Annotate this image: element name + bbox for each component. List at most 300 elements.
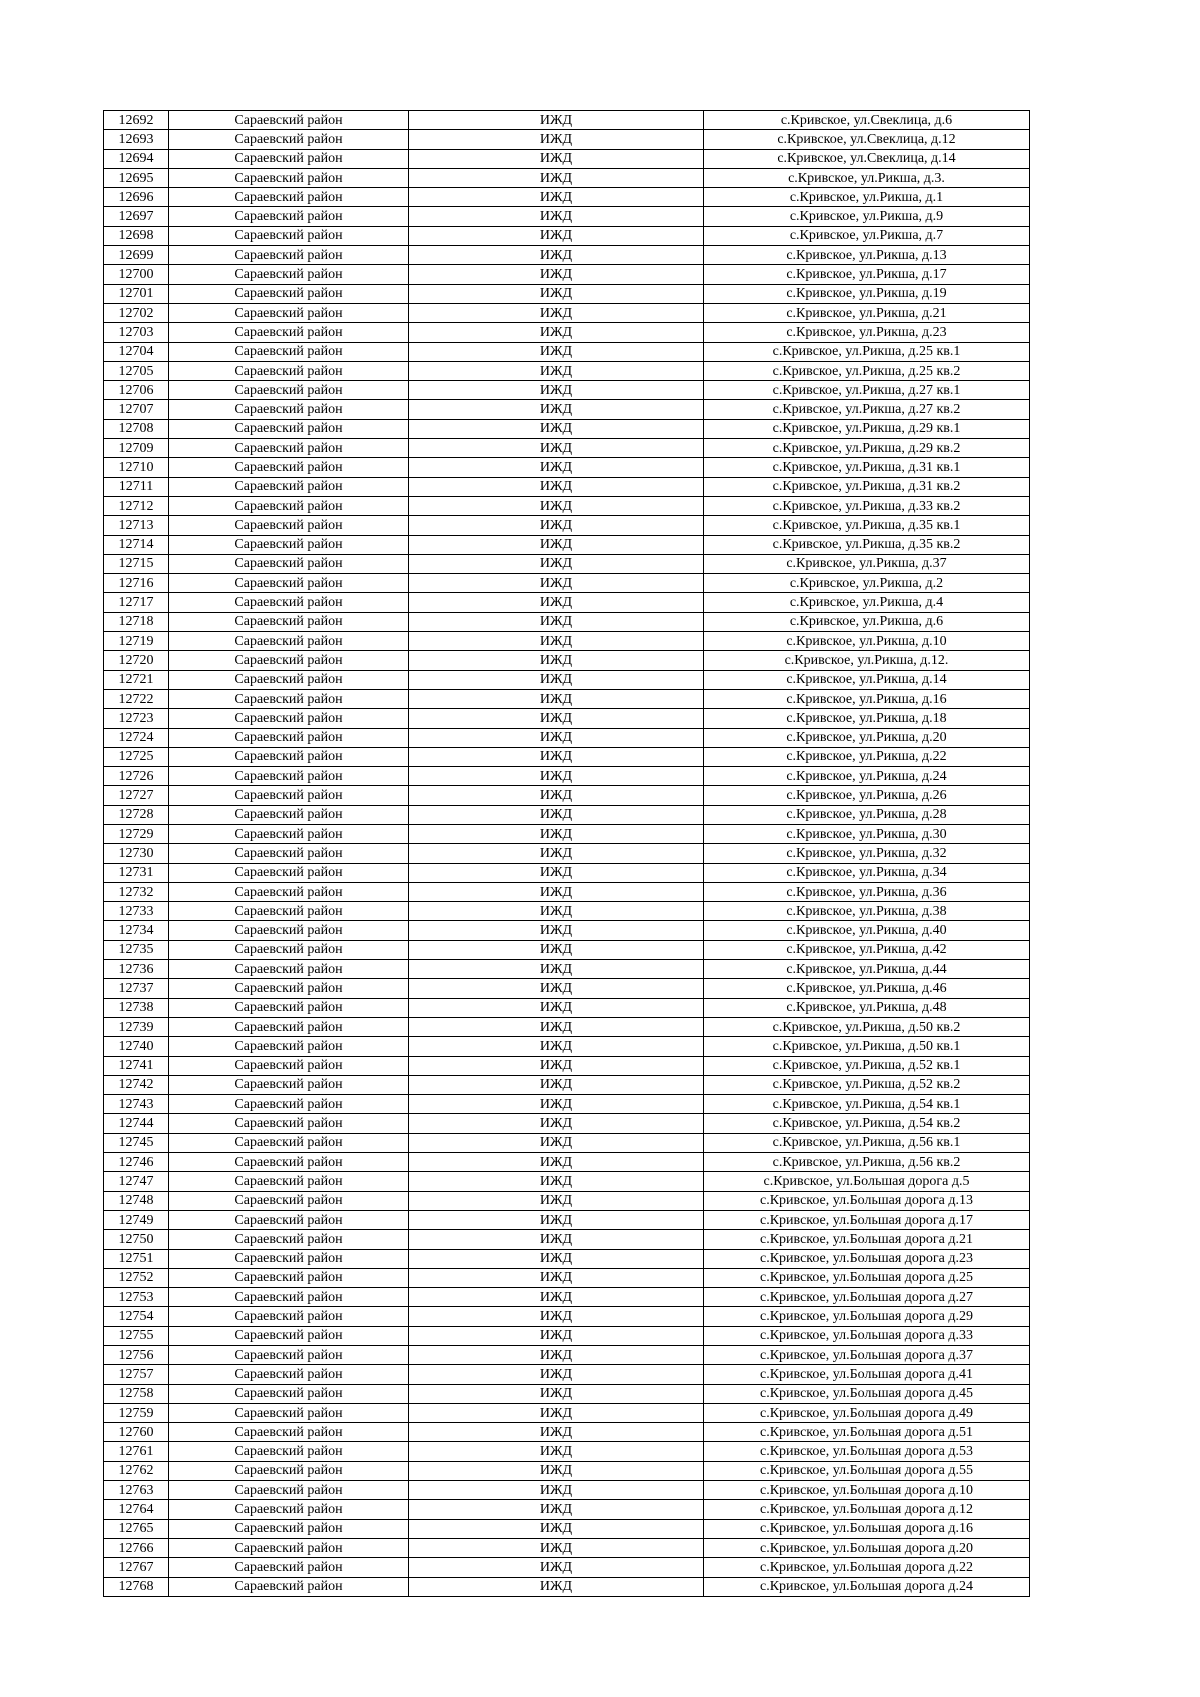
table-row [104, 1577, 1030, 1596]
table-row [104, 188, 1030, 207]
table-row [104, 1461, 1030, 1480]
district-cell: Сараевский район [169, 574, 409, 593]
building-type-cell: ИЖД [409, 1288, 704, 1307]
record-number-cell: 12709 [104, 439, 169, 458]
building-type-cell: ИЖД [409, 863, 704, 882]
table-row [104, 1326, 1030, 1345]
building-type-cell: ИЖД [409, 1210, 704, 1229]
address-cell: с.Кривское, ул.Большая дорога д.5 [704, 1172, 1030, 1191]
address-cell: с.Кривское, ул.Большая дорога д.17 [704, 1210, 1030, 1229]
record-number-cell: 12737 [104, 979, 169, 998]
table-row [104, 149, 1030, 168]
address-cell: с.Кривское, ул.Рикша, д.37 [704, 554, 1030, 573]
district-cell: Сараевский район [169, 1056, 409, 1075]
record-number-cell: 12698 [104, 226, 169, 245]
table-row [104, 207, 1030, 226]
address-cell: с.Кривское, ул.Рикша, д.9 [704, 207, 1030, 226]
district-cell: Сараевский район [169, 207, 409, 226]
district-cell: Сараевский район [169, 1577, 409, 1596]
building-type-cell: ИЖД [409, 882, 704, 901]
address-cell: с.Кривское, ул.Рикша, д.20 [704, 728, 1030, 747]
address-cell: с.Кривское, ул.Рикша, д.14 [704, 670, 1030, 689]
table-row [104, 1153, 1030, 1172]
address-cell: с.Кривское, ул.Большая дорога д.21 [704, 1230, 1030, 1249]
table-row [104, 767, 1030, 786]
district-cell: Сараевский район [169, 709, 409, 728]
record-number-cell: 12726 [104, 767, 169, 786]
table-row [104, 246, 1030, 265]
record-number-cell: 12697 [104, 207, 169, 226]
table-row [104, 1481, 1030, 1500]
table-row [104, 1172, 1030, 1191]
record-number-cell: 12745 [104, 1133, 169, 1152]
district-cell: Сараевский район [169, 342, 409, 361]
address-cell: с.Кривское, ул.Рикша, д.7 [704, 226, 1030, 245]
address-cell: с.Кривское, ул.Рикша, д.29 кв.2 [704, 439, 1030, 458]
district-cell: Сараевский район [169, 902, 409, 921]
address-cell: с.Кривское, ул.Большая дорога д.27 [704, 1288, 1030, 1307]
building-type-cell: ИЖД [409, 689, 704, 708]
district-cell: Сараевский район [169, 496, 409, 515]
table-row [104, 747, 1030, 766]
table-row [104, 477, 1030, 496]
table-row [104, 593, 1030, 612]
table-row [104, 265, 1030, 284]
address-cell: с.Кривское, ул.Рикша, д.31 кв.1 [704, 458, 1030, 477]
table-row [104, 1249, 1030, 1268]
address-cell: с.Кривское, ул.Рикша, д.17 [704, 265, 1030, 284]
address-cell: с.Кривское, ул.Рикша, д.25 кв.1 [704, 342, 1030, 361]
building-type-cell: ИЖД [409, 1577, 704, 1596]
record-number-cell: 12728 [104, 805, 169, 824]
record-number-cell: 12753 [104, 1288, 169, 1307]
building-type-cell: ИЖД [409, 1153, 704, 1172]
table-row [104, 419, 1030, 438]
table-row [104, 381, 1030, 400]
building-type-cell: ИЖД [409, 1384, 704, 1403]
district-cell: Сараевский район [169, 1017, 409, 1036]
district-cell: Сараевский район [169, 1037, 409, 1056]
record-number-cell: 12744 [104, 1114, 169, 1133]
address-cell: с.Кривское, ул.Свеклица, д.6 [704, 111, 1030, 130]
table-row [104, 844, 1030, 863]
table-row [104, 824, 1030, 843]
address-cell: с.Кривское, ул.Большая дорога д.12 [704, 1500, 1030, 1519]
table-row [104, 998, 1030, 1017]
district-cell: Сараевский район [169, 1403, 409, 1422]
record-number-cell: 12738 [104, 998, 169, 1017]
record-number-cell: 12767 [104, 1558, 169, 1577]
district-cell: Сараевский район [169, 381, 409, 400]
address-cell: с.Кривское, ул.Рикша, д.23 [704, 323, 1030, 342]
address-cell: с.Кривское, ул.Рикша, д.10 [704, 632, 1030, 651]
record-number-cell: 12748 [104, 1191, 169, 1210]
building-type-cell: ИЖД [409, 111, 704, 130]
address-cell: с.Кривское, ул.Рикша, д.38 [704, 902, 1030, 921]
building-type-cell: ИЖД [409, 361, 704, 380]
record-number-cell: 12760 [104, 1423, 169, 1442]
district-cell: Сараевский район [169, 361, 409, 380]
address-cell: с.Кривское, ул.Рикша, д.16 [704, 689, 1030, 708]
table-row [104, 130, 1030, 149]
table-row [104, 709, 1030, 728]
record-number-cell: 12757 [104, 1365, 169, 1384]
record-number-cell: 12702 [104, 303, 169, 322]
building-type-cell: ИЖД [409, 979, 704, 998]
table-row [104, 632, 1030, 651]
address-cell: с.Кривское, ул.Большая дорога д.25 [704, 1268, 1030, 1287]
district-cell: Сараевский район [169, 1191, 409, 1210]
address-cell: с.Кривское, ул.Большая дорога д.49 [704, 1403, 1030, 1422]
record-number-cell: 12712 [104, 496, 169, 515]
district-cell: Сараевский район [169, 786, 409, 805]
address-cell: с.Кривское, ул.Рикша, д.21 [704, 303, 1030, 322]
building-type-cell: ИЖД [409, 1172, 704, 1191]
district-cell: Сараевский район [169, 400, 409, 419]
address-cell: с.Кривское, ул.Рикша, д.29 кв.1 [704, 419, 1030, 438]
table-row [104, 1519, 1030, 1538]
table-row [104, 1133, 1030, 1152]
record-number-cell: 12731 [104, 863, 169, 882]
district-cell: Сараевский район [169, 921, 409, 940]
district-cell: Сараевский район [169, 1461, 409, 1480]
address-cell: с.Кривское, ул.Большая дорога д.51 [704, 1423, 1030, 1442]
building-type-cell: ИЖД [409, 439, 704, 458]
address-cell: с.Кривское, ул.Рикша, д.56 кв.2 [704, 1153, 1030, 1172]
address-cell: с.Кривское, ул.Рикша, д.42 [704, 940, 1030, 959]
building-type-cell: ИЖД [409, 998, 704, 1017]
building-type-cell: ИЖД [409, 902, 704, 921]
table-row [104, 979, 1030, 998]
building-type-cell: ИЖД [409, 400, 704, 419]
building-type-cell: ИЖД [409, 188, 704, 207]
table-row [104, 1423, 1030, 1442]
district-cell: Сараевский район [169, 246, 409, 265]
address-cell: с.Кривское, ул.Рикша, д.40 [704, 921, 1030, 940]
building-type-cell: ИЖД [409, 844, 704, 863]
district-cell: Сараевский район [169, 323, 409, 342]
table-row [104, 1017, 1030, 1036]
record-number-cell: 12729 [104, 824, 169, 843]
district-cell: Сараевский район [169, 824, 409, 843]
record-number-cell: 12766 [104, 1538, 169, 1557]
record-number-cell: 12708 [104, 419, 169, 438]
record-number-cell: 12749 [104, 1210, 169, 1229]
table-row [104, 1114, 1030, 1133]
record-number-cell: 12716 [104, 574, 169, 593]
record-number-cell: 12742 [104, 1075, 169, 1094]
building-type-cell: ИЖД [409, 1230, 704, 1249]
district-cell: Сараевский район [169, 1307, 409, 1326]
district-cell: Сараевский район [169, 960, 409, 979]
district-cell: Сараевский район [169, 1365, 409, 1384]
address-cell: с.Кривское, ул.Большая дорога д.20 [704, 1538, 1030, 1557]
record-number-cell: 12701 [104, 284, 169, 303]
building-type-cell: ИЖД [409, 1114, 704, 1133]
building-type-cell: ИЖД [409, 246, 704, 265]
district-cell: Сараевский район [169, 940, 409, 959]
district-cell: Сараевский район [169, 111, 409, 130]
building-type-cell: ИЖД [409, 284, 704, 303]
building-type-cell: ИЖД [409, 1423, 704, 1442]
building-type-cell: ИЖД [409, 632, 704, 651]
district-cell: Сараевский район [169, 1230, 409, 1249]
address-cell: с.Кривское, ул.Большая дорога д.22 [704, 1558, 1030, 1577]
building-type-cell: ИЖД [409, 1442, 704, 1461]
district-cell: Сараевский район [169, 419, 409, 438]
record-number-cell: 12762 [104, 1461, 169, 1480]
building-type-cell: ИЖД [409, 709, 704, 728]
address-cell: с.Кривское, ул.Рикша, д.27 кв.2 [704, 400, 1030, 419]
table-row [104, 303, 1030, 322]
district-cell: Сараевский район [169, 1326, 409, 1345]
district-cell: Сараевский район [169, 1075, 409, 1094]
table-row [104, 1210, 1030, 1229]
address-cell: с.Кривское, ул.Рикша, д.54 кв.2 [704, 1114, 1030, 1133]
building-type-cell: ИЖД [409, 1075, 704, 1094]
table-row [104, 1558, 1030, 1577]
record-number-cell: 12692 [104, 111, 169, 130]
address-cell: с.Кривское, ул.Рикша, д.33 кв.2 [704, 496, 1030, 515]
building-type-cell: ИЖД [409, 207, 704, 226]
record-number-cell: 12754 [104, 1307, 169, 1326]
table-row [104, 1403, 1030, 1422]
district-cell: Сараевский район [169, 516, 409, 535]
record-number-cell: 12735 [104, 940, 169, 959]
building-type-cell: ИЖД [409, 477, 704, 496]
address-cell: с.Кривское, ул.Рикша, д.46 [704, 979, 1030, 998]
building-type-cell: ИЖД [409, 149, 704, 168]
address-cell: с.Кривское, ул.Рикша, д.56 кв.1 [704, 1133, 1030, 1152]
record-number-cell: 12721 [104, 670, 169, 689]
record-number-cell: 12756 [104, 1346, 169, 1365]
building-type-cell: ИЖД [409, 130, 704, 149]
table-row [104, 940, 1030, 959]
table-row [104, 1500, 1030, 1519]
building-type-cell: ИЖД [409, 728, 704, 747]
table-row [104, 1384, 1030, 1403]
table-row [104, 1056, 1030, 1075]
district-cell: Сараевский район [169, 747, 409, 766]
table-row [104, 361, 1030, 380]
record-number-cell: 12751 [104, 1249, 169, 1268]
address-cell: с.Кривское, ул.Рикша, д.4 [704, 593, 1030, 612]
table-row [104, 1037, 1030, 1056]
district-cell: Сараевский район [169, 226, 409, 245]
address-cell: с.Кривское, ул.Рикша, д.35 кв.1 [704, 516, 1030, 535]
record-number-cell: 12706 [104, 381, 169, 400]
table-row [104, 111, 1030, 130]
district-cell: Сараевский район [169, 1268, 409, 1287]
record-number-cell: 12733 [104, 902, 169, 921]
building-type-cell: ИЖД [409, 1500, 704, 1519]
address-cell: с.Кривское, ул.Большая дорога д.33 [704, 1326, 1030, 1345]
table-row [104, 1230, 1030, 1249]
record-number-cell: 12720 [104, 651, 169, 670]
record-number-cell: 12703 [104, 323, 169, 342]
building-type-cell: ИЖД [409, 960, 704, 979]
record-number-cell: 12747 [104, 1172, 169, 1191]
building-type-cell: ИЖД [409, 168, 704, 187]
district-cell: Сараевский район [169, 188, 409, 207]
record-number-cell: 12734 [104, 921, 169, 940]
address-cell: с.Кривское, ул.Рикша, д.26 [704, 786, 1030, 805]
district-cell: Сараевский район [169, 1114, 409, 1133]
record-number-cell: 12764 [104, 1500, 169, 1519]
address-cell: с.Кривское, ул.Рикша, д.34 [704, 863, 1030, 882]
address-cell: с.Кривское, ул.Большая дорога д.55 [704, 1461, 1030, 1480]
table-row [104, 226, 1030, 245]
building-type-cell: ИЖД [409, 805, 704, 824]
building-type-cell: ИЖД [409, 593, 704, 612]
record-number-cell: 12746 [104, 1153, 169, 1172]
table-row [104, 805, 1030, 824]
address-cell: с.Кривское, ул.Рикша, д.31 кв.2 [704, 477, 1030, 496]
address-cell: с.Кривское, ул.Рикша, д.25 кв.2 [704, 361, 1030, 380]
district-cell: Сараевский район [169, 689, 409, 708]
address-cell: с.Кривское, ул.Большая дорога д.29 [704, 1307, 1030, 1326]
table-row [104, 342, 1030, 361]
building-type-cell: ИЖД [409, 1056, 704, 1075]
district-cell: Сараевский район [169, 670, 409, 689]
record-number-cell: 12715 [104, 554, 169, 573]
building-type-cell: ИЖД [409, 496, 704, 515]
district-cell: Сараевский район [169, 1442, 409, 1461]
building-type-cell: ИЖД [409, 1307, 704, 1326]
building-type-cell: ИЖД [409, 670, 704, 689]
building-type-cell: ИЖД [409, 458, 704, 477]
table-row [104, 670, 1030, 689]
building-type-cell: ИЖД [409, 1249, 704, 1268]
district-cell: Сараевский район [169, 728, 409, 747]
district-cell: Сараевский район [169, 998, 409, 1017]
district-cell: Сараевский район [169, 844, 409, 863]
table-row [104, 863, 1030, 882]
address-cell: с.Кривское, ул.Большая дорога д.53 [704, 1442, 1030, 1461]
district-cell: Сараевский район [169, 1346, 409, 1365]
district-cell: Сараевский район [169, 458, 409, 477]
table-row [104, 960, 1030, 979]
record-number-cell: 12696 [104, 188, 169, 207]
record-number-cell: 12704 [104, 342, 169, 361]
table-row [104, 1288, 1030, 1307]
district-cell: Сараевский район [169, 1133, 409, 1152]
district-cell: Сараевский район [169, 1249, 409, 1268]
address-cell: с.Кривское, ул.Рикша, д.48 [704, 998, 1030, 1017]
record-number-cell: 12730 [104, 844, 169, 863]
table-row [104, 651, 1030, 670]
address-cell: с.Кривское, ул.Большая дорога д.23 [704, 1249, 1030, 1268]
address-cell: с.Кривское, ул.Рикша, д.22 [704, 747, 1030, 766]
record-number-cell: 12710 [104, 458, 169, 477]
building-type-cell: ИЖД [409, 303, 704, 322]
building-type-cell: ИЖД [409, 342, 704, 361]
building-type-cell: ИЖД [409, 381, 704, 400]
table-row [104, 323, 1030, 342]
table-row [104, 458, 1030, 477]
address-cell: с.Кривское, ул.Рикша, д.27 кв.1 [704, 381, 1030, 400]
table-row [104, 496, 1030, 515]
record-number-cell: 12732 [104, 882, 169, 901]
building-type-cell: ИЖД [409, 1326, 704, 1345]
district-cell: Сараевский район [169, 1500, 409, 1519]
district-cell: Сараевский район [169, 612, 409, 631]
building-type-cell: ИЖД [409, 1365, 704, 1384]
table-row [104, 1442, 1030, 1461]
record-number-cell: 12763 [104, 1481, 169, 1500]
address-cell: с.Кривское, ул.Свеклица, д.12 [704, 130, 1030, 149]
record-number-cell: 12739 [104, 1017, 169, 1036]
table-row [104, 535, 1030, 554]
record-number-cell: 12761 [104, 1442, 169, 1461]
address-cell: с.Кривское, ул.Рикша, д.52 кв.1 [704, 1056, 1030, 1075]
district-cell: Сараевский район [169, 882, 409, 901]
address-cell: с.Кривское, ул.Рикша, д.32 [704, 844, 1030, 863]
building-type-cell: ИЖД [409, 1519, 704, 1538]
record-number-cell: 12727 [104, 786, 169, 805]
record-number-cell: 12724 [104, 728, 169, 747]
district-cell: Сараевский район [169, 554, 409, 573]
building-type-cell: ИЖД [409, 226, 704, 245]
district-cell: Сараевский район [169, 130, 409, 149]
address-cell: с.Кривское, ул.Рикша, д.54 кв.1 [704, 1095, 1030, 1114]
record-number-cell: 12699 [104, 246, 169, 265]
address-cell: с.Кривское, ул.Свеклица, д.14 [704, 149, 1030, 168]
record-number-cell: 12717 [104, 593, 169, 612]
table-row [104, 689, 1030, 708]
district-cell: Сараевский район [169, 593, 409, 612]
table-row [104, 902, 1030, 921]
district-cell: Сараевский район [169, 767, 409, 786]
table-row [104, 1075, 1030, 1094]
district-cell: Сараевский район [169, 149, 409, 168]
district-cell: Сараевский район [169, 863, 409, 882]
record-number-cell: 12723 [104, 709, 169, 728]
record-number-cell: 12725 [104, 747, 169, 766]
building-type-cell: ИЖД [409, 612, 704, 631]
building-type-cell: ИЖД [409, 1191, 704, 1210]
address-cell: с.Кривское, ул.Большая дорога д.10 [704, 1481, 1030, 1500]
address-cell: с.Кривское, ул.Большая дорога д.45 [704, 1384, 1030, 1403]
table-row [104, 1307, 1030, 1326]
record-number-cell: 12705 [104, 361, 169, 380]
record-number-cell: 12768 [104, 1577, 169, 1596]
address-cell: с.Кривское, ул.Рикша, д.50 кв.1 [704, 1037, 1030, 1056]
district-cell: Сараевский район [169, 1288, 409, 1307]
district-cell: Сараевский район [169, 284, 409, 303]
address-cell: с.Кривское, ул.Рикша, д.36 [704, 882, 1030, 901]
building-type-cell: ИЖД [409, 419, 704, 438]
address-cell: с.Кривское, ул.Рикша, д.35 кв.2 [704, 535, 1030, 554]
address-cell: с.Кривское, ул.Большая дорога д.41 [704, 1365, 1030, 1384]
record-number-cell: 12741 [104, 1056, 169, 1075]
building-type-cell: ИЖД [409, 1268, 704, 1287]
table-row [104, 168, 1030, 187]
table-row [104, 1538, 1030, 1557]
building-type-cell: ИЖД [409, 1017, 704, 1036]
building-type-cell: ИЖД [409, 747, 704, 766]
district-cell: Сараевский район [169, 1095, 409, 1114]
building-type-cell: ИЖД [409, 265, 704, 284]
table-row [104, 728, 1030, 747]
district-cell: Сараевский район [169, 535, 409, 554]
address-cell: с.Кривское, ул.Рикша, д.6 [704, 612, 1030, 631]
record-number-cell: 12752 [104, 1268, 169, 1287]
record-number-cell: 12758 [104, 1384, 169, 1403]
district-cell: Сараевский район [169, 303, 409, 322]
table-row [104, 400, 1030, 419]
record-number-cell: 12694 [104, 149, 169, 168]
